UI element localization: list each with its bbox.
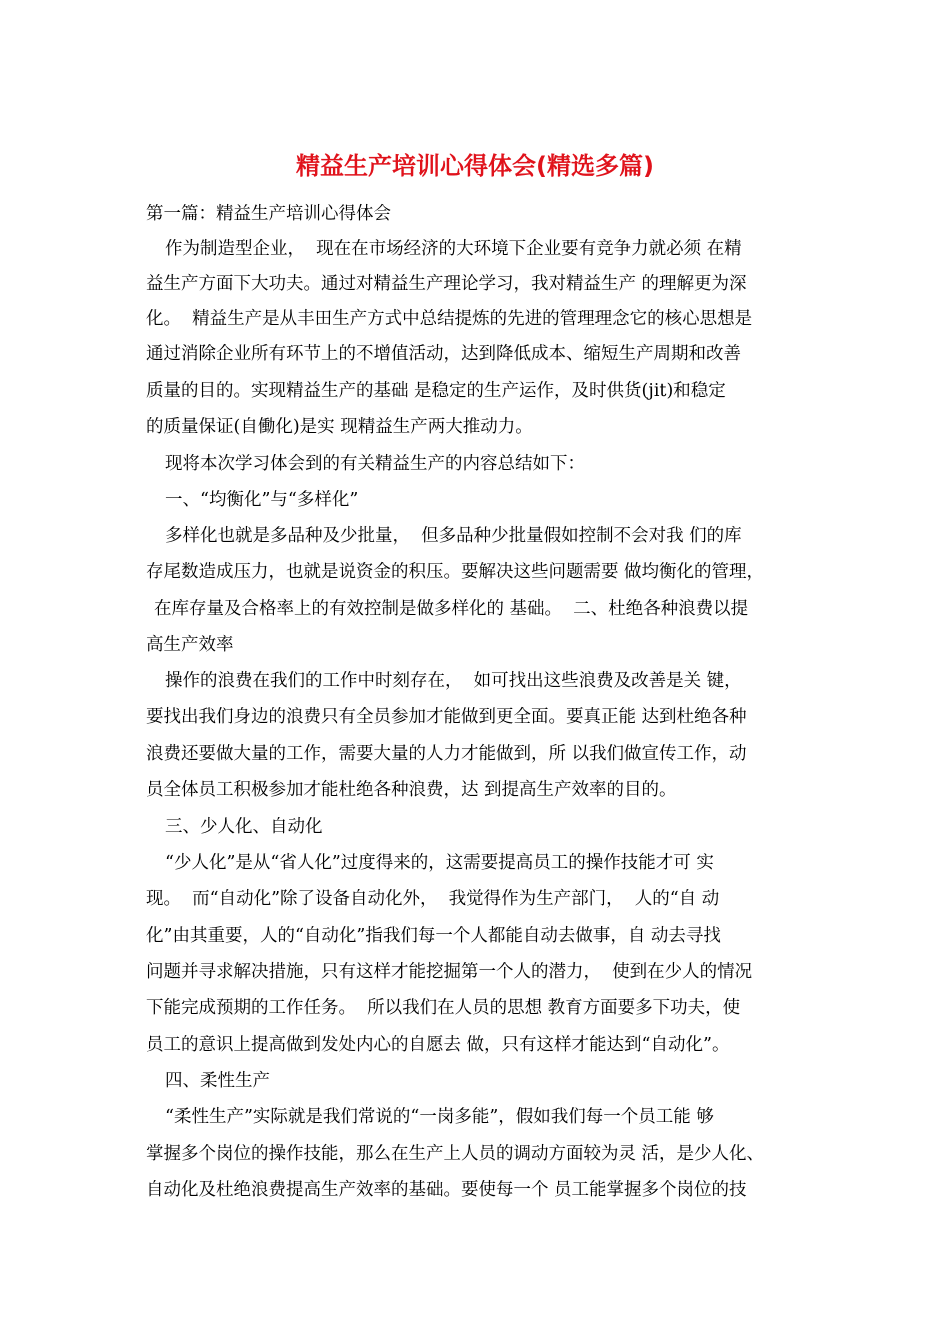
section-heading: 四、柔性生产 [165, 1071, 270, 1091]
section-heading: 一、“均衡化”与“多样化” [165, 490, 359, 510]
section-heading: 三、少人化、自动化 [165, 817, 323, 837]
paragraph-line: 掌握多个岗位的操作技能，那么在生产上人员的调动方面较为灵 活，是少人化、 [146, 1144, 765, 1164]
section-heading: 第一篇：精益生产培训心得体会 [146, 204, 391, 224]
paragraph-line: 存尾数造成压力，也就是说资金的积压。要解决这些问题需要 做均衡化的管理， [146, 562, 765, 582]
paragraph-line: 现将本次学习体会到的有关精益生产的内容总结如下： [165, 454, 585, 474]
paragraph-line: 化。 精益生产是从丰田生产方式中总结提炼的先进的管理理念它的核心思想是 [146, 309, 753, 329]
document-title: 精益生产培训心得体会(精选多篇) [296, 152, 654, 180]
paragraph-line: 在库存量及合格率上的有效控制是做多样化的 基础。 二、杜绝各种浪费以提 [154, 599, 749, 619]
paragraph-line: 化”由其重要，人的“自动化”指我们每一个人都能自动去做事，自 动去寻找 [146, 926, 721, 946]
paragraph-line: 现。 而“自动化”除了设备自动化外， 我觉得作为生产部门， 人的“自 动 [146, 889, 720, 909]
paragraph-line: 质量的目的。实现精益生产的基础 是稳定的生产运作，及时供货(jit)和稳定 [146, 381, 726, 401]
paragraph-line: 要找出我们身边的浪费只有全员参加才能做到更全面。要真正能 达到杜绝各种 [146, 707, 747, 727]
paragraph-line: “少人化”是从“省人化”过度得来的，这需要提高员工的操作技能才可 实 [165, 853, 714, 873]
paragraph-line: 通过消除企业所有环节上的不增值活动，达到降低成本、缩短生产周期和改善 [146, 344, 741, 364]
paragraph-line: 问题并寻求解决措施，只有这样才能挖掘第一个人的潜力， 使到在少人的情况 [146, 962, 753, 982]
paragraph-line: 员全体员工积极参加才能杜绝各种浪费，达 到提高生产效率的目的。 [146, 780, 677, 800]
paragraph-line: 员工的意识上提高做到发处内心的自愿去 做，只有这样才能达到“自动化”。 [146, 1035, 730, 1055]
paragraph-line: “柔性生产”实际就是我们常说的“一岗多能”，假如我们每一个员工能 够 [165, 1107, 714, 1127]
paragraph-line: 浪费还要做大量的工作，需要大量的人力才能做到，所 以我们做宣传工作，动 [146, 744, 747, 764]
paragraph-line: 自动化及杜绝浪费提高生产效率的基础。要使每一个 员工能掌握多个岗位的技 [146, 1180, 747, 1200]
paragraph-line: 下能完成预期的工作任务。 所以我们在人员的思想 教育方面要多下功夫，使 [146, 998, 741, 1018]
paragraph-line: 操作的浪费在我们的工作中时刻存在， 如可找出这些浪费及改善是关 键， [165, 671, 742, 691]
paragraph-line: 益生产方面下大功夫。通过对精益生产理论学习，我对精益生产 的理解更为深 [146, 274, 747, 294]
paragraph-line: 多样化也就是多品种及少批量， 但多品种少批量假如控制不会对我 们的库 [165, 526, 742, 546]
paragraph-line: 高生产效率 [146, 635, 234, 655]
paragraph-line: 的质量保证(自働化)是实 现精益生产两大推动力。 [146, 417, 533, 437]
paragraph-line: 作为制造型企业， 现在在市场经济的大环境下企业要有竞争力就必须 在精 [165, 239, 742, 259]
